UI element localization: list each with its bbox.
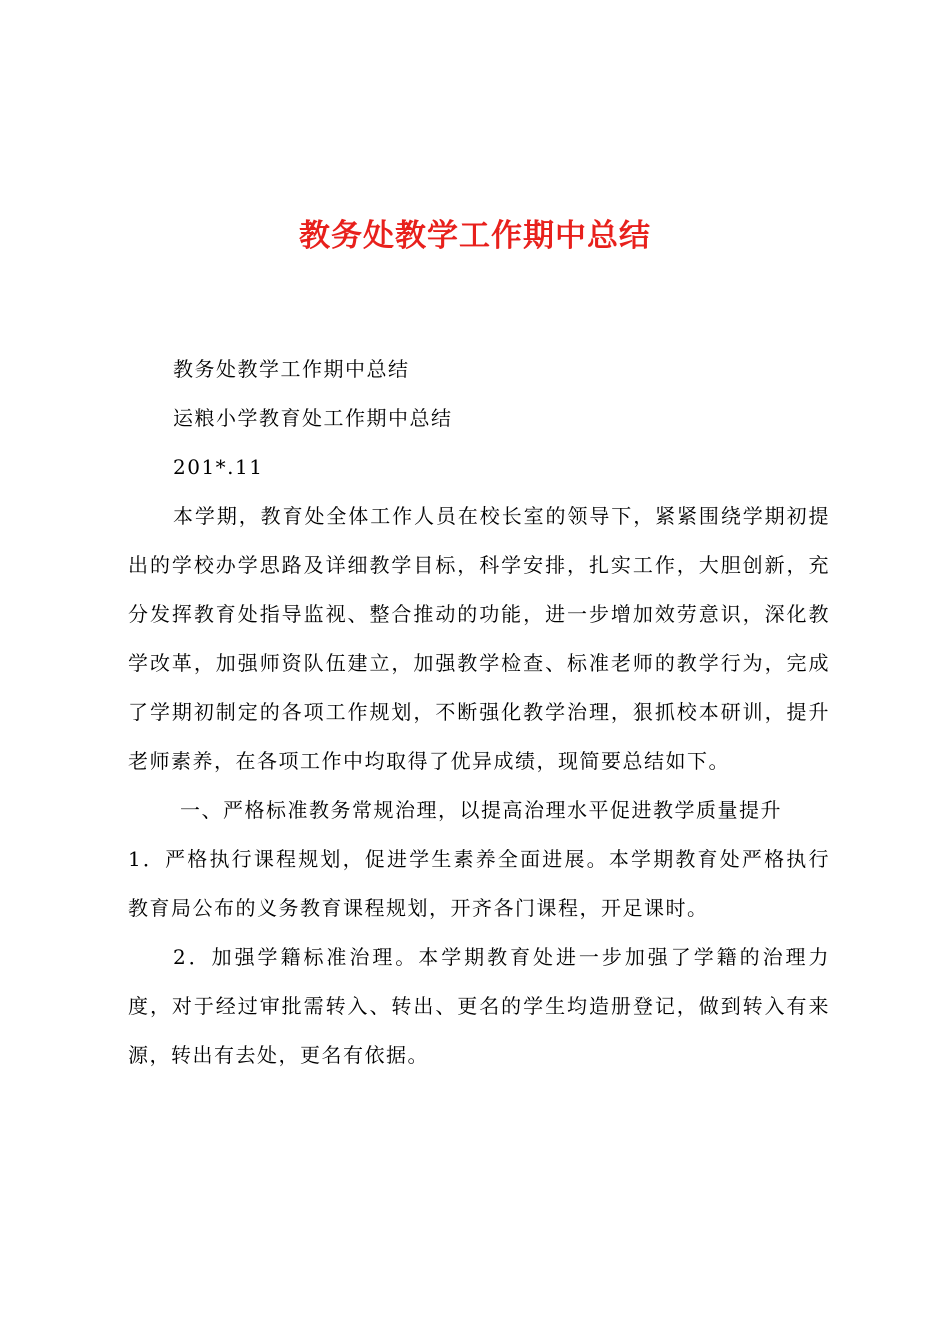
paragraph-item-1: 1．严格执行课程规划，促进学生素养全面进展。本学期教育处严格执行教育局公布的义务教育课程规划，开齐各门课程，开足课时。: [128, 847, 830, 920]
paragraph-intro: 本学期，教育处全体工作人员在校长室的领导下，紧紧围绕学期初提出的学校办学思路及详细教学目标，科学安排，扎实工作，大胆创新，充分发挥教育处指导监视、整合推动的功能，进一步增加效劳意识，深化教学改革，加强师资队伍建立，加强教学检查、标准老师的教学行为，完成了学期初制定的各项工作规划，不断强化教学治理，狠抓校本研训，提升老师素养，在各项工作中均取得了优异成绩，现简要总结如下。: [128, 504, 830, 773]
paragraph-item-2: 2．加强学籍标准治理。本学期教育处进一步加强了学籍的治理力度，对于经过审批需转入、转出、更名的学生均造册登记，做到转入有来源，转出有去处，更名有依据。: [128, 945, 830, 1067]
paragraph-date: 201*.11: [173, 455, 264, 479]
paragraph-heading-repeat: 教务处教学工作期中总结: [173, 357, 410, 381]
paragraph-school-subtitle: 运粮小学教育处工作期中总结: [173, 406, 453, 430]
document-body: [128, 345, 830, 1080]
document-title: 教务处教学工作期中总结: [299, 218, 651, 254]
paragraph-section-heading: 一、严格标准教务常规治理，以提高治理水平促进教学质量提升: [180, 798, 782, 822]
